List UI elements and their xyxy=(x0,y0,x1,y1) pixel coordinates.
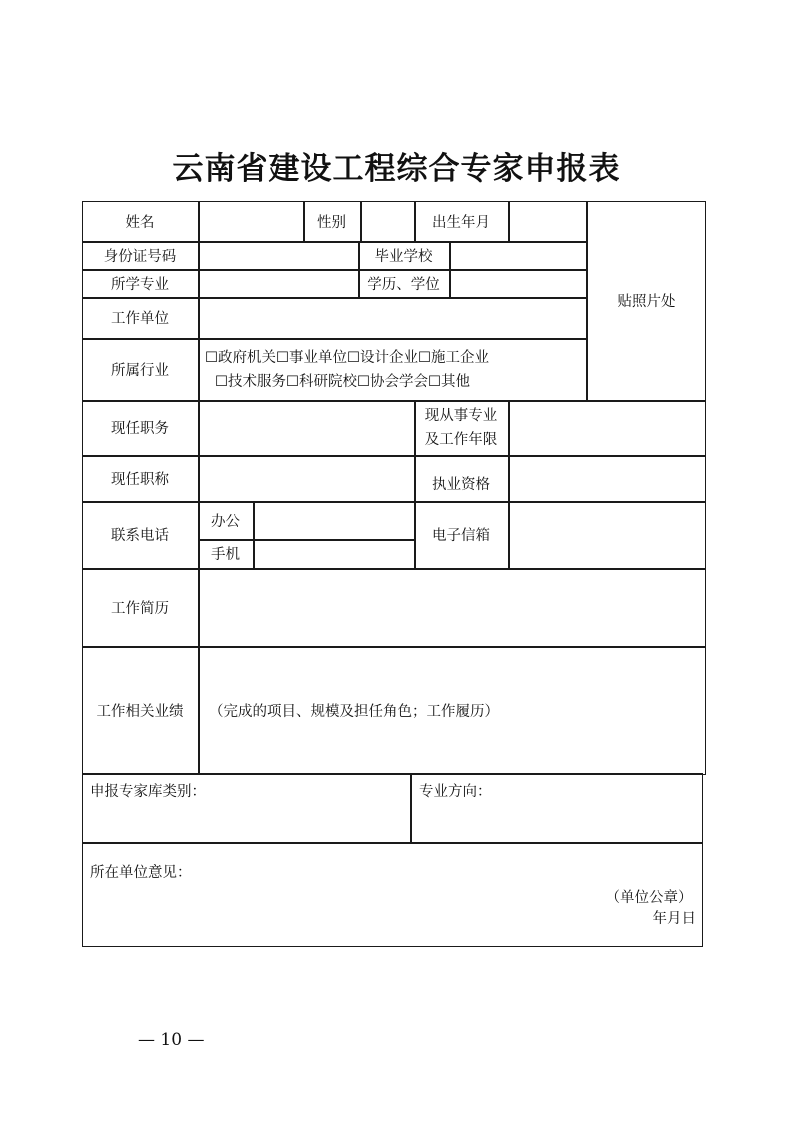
industry-options[interactable] xyxy=(199,340,586,400)
page-number: — 10 — xyxy=(138,1030,205,1050)
industry-label: 所属行业 xyxy=(111,362,169,379)
qualification-label: 执业资格 xyxy=(432,476,490,493)
form-title: 云南省建设工程综合专家申报表 xyxy=(172,151,621,187)
school-field[interactable] xyxy=(450,242,586,269)
resume-field[interactable] xyxy=(199,569,706,646)
birth-label: 出生年月 xyxy=(432,214,490,231)
major-field[interactable] xyxy=(199,270,358,297)
name-field[interactable] xyxy=(199,202,303,241)
seal-note: （单位公章） xyxy=(605,889,693,906)
email-label: 电子信箱 xyxy=(432,528,490,544)
expert-category-field[interactable] xyxy=(82,774,410,842)
gender-label: 性别 xyxy=(317,214,346,231)
position-field[interactable] xyxy=(199,401,414,455)
gender-field[interactable] xyxy=(361,202,414,241)
title-rank-label: 现任职称 xyxy=(111,471,169,488)
qualification-field[interactable] xyxy=(509,456,706,501)
mobile-label: 手机 xyxy=(211,547,240,563)
office-phone-field[interactable] xyxy=(254,502,414,539)
industry-options-line1[interactable]: ☐政府机关☐事业单位☐设计企业☐施工企业 xyxy=(205,350,489,366)
id-number-field[interactable] xyxy=(199,242,358,269)
expert-category-label: 申报专家库类别： xyxy=(90,784,206,800)
achievements-hint: （完成的项目、规模及担任角色；工作履历） xyxy=(209,704,499,720)
position-label: 现任职务 xyxy=(111,421,169,437)
current-major-label-line1: 现从事专业 xyxy=(424,407,498,424)
school-label: 毕业学校 xyxy=(374,248,433,265)
achievements-label: 工作相关业绩 xyxy=(96,703,184,720)
employer-field[interactable] xyxy=(199,298,586,338)
employer-label: 工作单位 xyxy=(111,311,169,327)
photo-placeholder[interactable]: 贴照片处 xyxy=(617,294,676,310)
phone-label: 联系电话 xyxy=(111,528,169,544)
opinion-label: 所在单位意见： xyxy=(90,865,192,881)
id-number-label: 身份证号码 xyxy=(103,248,177,265)
major-label: 所学专业 xyxy=(111,276,169,293)
degree-field[interactable] xyxy=(450,270,586,297)
office-phone-label: 办公 xyxy=(211,513,240,530)
birth-field[interactable] xyxy=(509,202,586,241)
title-rank-field[interactable] xyxy=(199,456,414,501)
industry-options-line2[interactable]: ☐技术服务☐科研院校☐协会学会☐其他 xyxy=(215,374,470,390)
achievements-field[interactable] xyxy=(199,647,706,774)
date-note: 年月日 xyxy=(652,910,696,927)
current-major-label xyxy=(414,400,508,455)
direction-field[interactable] xyxy=(411,774,703,842)
opinion-field[interactable] xyxy=(82,843,703,883)
current-major-label-line2: 及工作年限 xyxy=(424,431,498,448)
resume-label: 工作简历 xyxy=(111,600,169,617)
name-label: 姓名 xyxy=(125,214,155,231)
email-field[interactable] xyxy=(509,502,706,568)
degree-label: 学历、学位 xyxy=(367,276,440,293)
direction-label: 专业方向： xyxy=(419,784,492,800)
current-major-field[interactable] xyxy=(509,401,706,455)
mobile-field[interactable] xyxy=(254,540,414,568)
